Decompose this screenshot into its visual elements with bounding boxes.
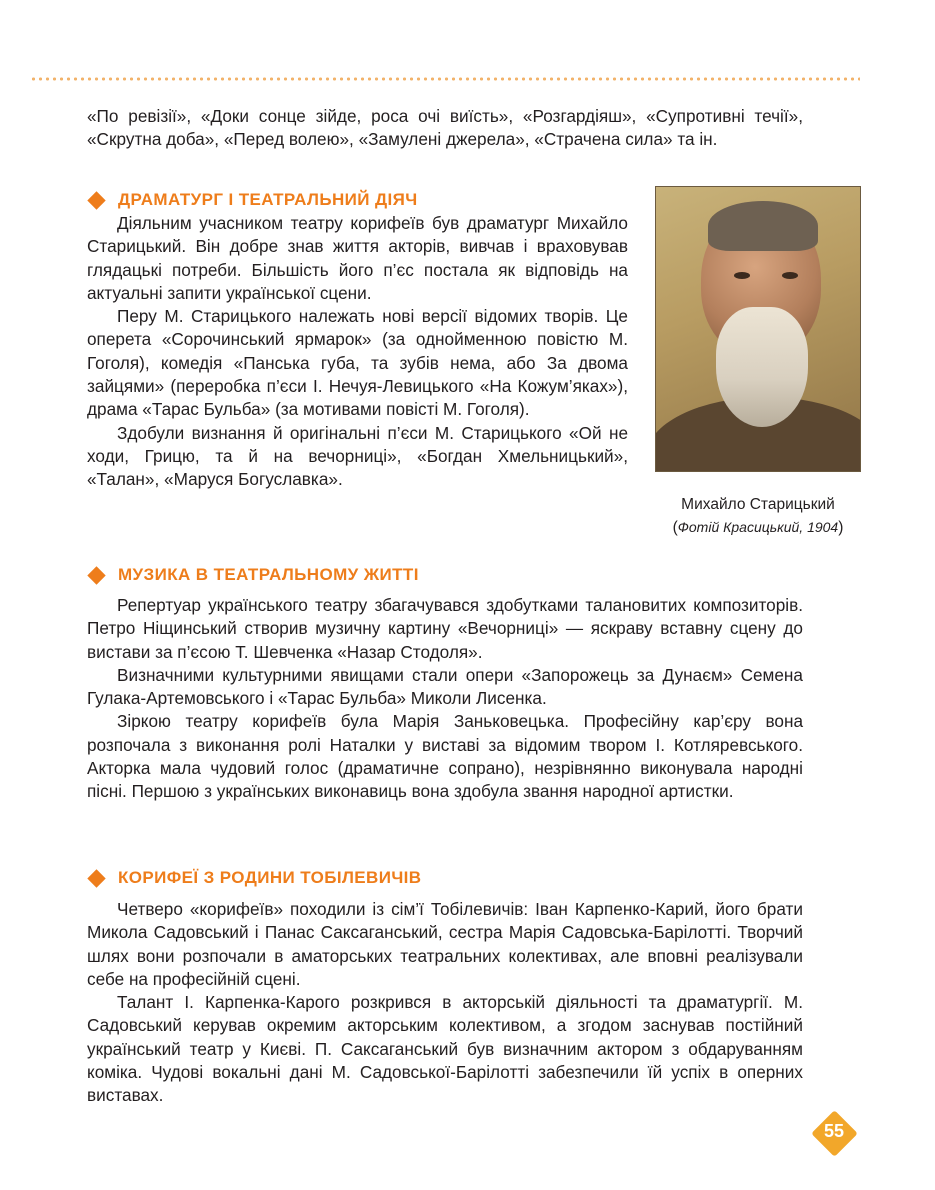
section-dramatist-body	[87, 212, 628, 492]
page-number-badge	[809, 1108, 859, 1158]
section-heading-music	[87, 565, 419, 585]
section-heading-text: МУЗИКА В ТЕАТРАЛЬНОМУ ЖИТТІ	[118, 565, 419, 584]
intro-block	[87, 105, 803, 152]
portrait-caption-note: (Фотій Красицький, 1904)	[672, 519, 844, 536]
paragraph: Перу М. Старицького належать нові версії відомих творів. Це оперета «Сорочинський ярмарок» (за однойменною повістю М. Гоголя), комедія «Панська губа, та зубів нема, або За двома зайцями» (переробка п’єси І. Нечуя-Левицького «На Кожум’яках»), драма «Тарас Бульба» (за мотивами повісті М. Гоголя).	[87, 306, 628, 420]
diamond-bullet-icon	[87, 869, 105, 887]
section-heading-tobilevych	[87, 868, 422, 888]
page-number: 55	[823, 1121, 845, 1141]
portrait-caption	[655, 494, 861, 539]
section-tobilevych-body	[87, 898, 803, 1108]
diamond-bullet-icon	[87, 191, 105, 209]
section-heading-dramatist	[87, 190, 418, 210]
portrait-caption-name: Михайло Старицький	[681, 496, 835, 513]
paragraph: Зіркою театру корифеїв була Марія Заньковецька. Професійну кар’єру вона розпочала з виконання ролі Наталки у виставі за відомим твором І. Котляревського. Акторка мала чудовий голос (драматичне сопрано), незрівнянно виконувала народні пісні. Першою з українських виконавиць вона здобула звання народної артистки.	[87, 711, 803, 802]
intro-paragraph: «По ревізії», «Доки сонце зійде, роса очі виїсть», «Розгардіяш», «Супротивні течії», «Скрутна доба», «Перед волею», «Замулені джерела», «Страчена сила» та ін.	[87, 106, 803, 150]
paragraph: Талант І. Карпенка-Карого розкрився в акторській діяльності та драматургії. М. Садовський керував окремим акторським колективом, а згодом заснував постійний український театр у Києві. П. Саксаганський був визначним актором з обдаруванням коміка. Чудові вокальні дані М. Садовської-Барілотті забезпечили їй успіх в оперних виставах.	[87, 992, 803, 1106]
paragraph: Здобули визнання й оригінальні п’єси М. Старицького «Ой не ходи, Грицю, та й на вечорниці», «Богдан Хмельницький», «Талан», «Маруся Богуславка».	[87, 422, 628, 490]
section-music-body	[87, 594, 803, 804]
paragraph: Діяльним учасником театру корифеїв був драматург Михайло Старицький. Він добре знав життя акторів, вивчав і враховував глядацькі потреби. Більшість його п’єс постала як відповідь на актуальні запити української сцени.	[87, 213, 628, 303]
top-dotted-divider	[30, 77, 860, 81]
paragraph: Репертуар українського театру збагачувався здобутками талановитих композиторів. Петро Ніщинський створив музичну картину «Вечорниці» — яскраву вставну сцену до вистави за п’єсою Т. Шевченка «Назар Стодоля».	[87, 595, 803, 662]
diamond-bullet-icon	[87, 566, 105, 584]
paragraph: Визначними культурними явищами стали опери «Запорожець за Дунаєм» Семена Гулака-Артемовського і «Тарас Бульба» Миколи Лисенка.	[87, 664, 803, 709]
portrait-image	[655, 186, 861, 472]
paragraph: Четверо «корифеїв» походили із сім’ї Тобілевичів: Іван Карпенко-Карий, його брати Микола Садовський і Панас Саксаганський, сестра Марія Садовська-Барілотті. Творчий шлях вони розпочали в аматорських театральних колективах, але вповні реалізували себе на професійній сцені.	[87, 899, 803, 989]
section-heading-text: КОРИФЕЇ З РОДИНИ ТОБІЛЕВИЧІВ	[118, 868, 422, 887]
section-heading-text: ДРАМАТУРГ І ТЕАТРАЛЬНИЙ ДІЯЧ	[118, 190, 418, 209]
